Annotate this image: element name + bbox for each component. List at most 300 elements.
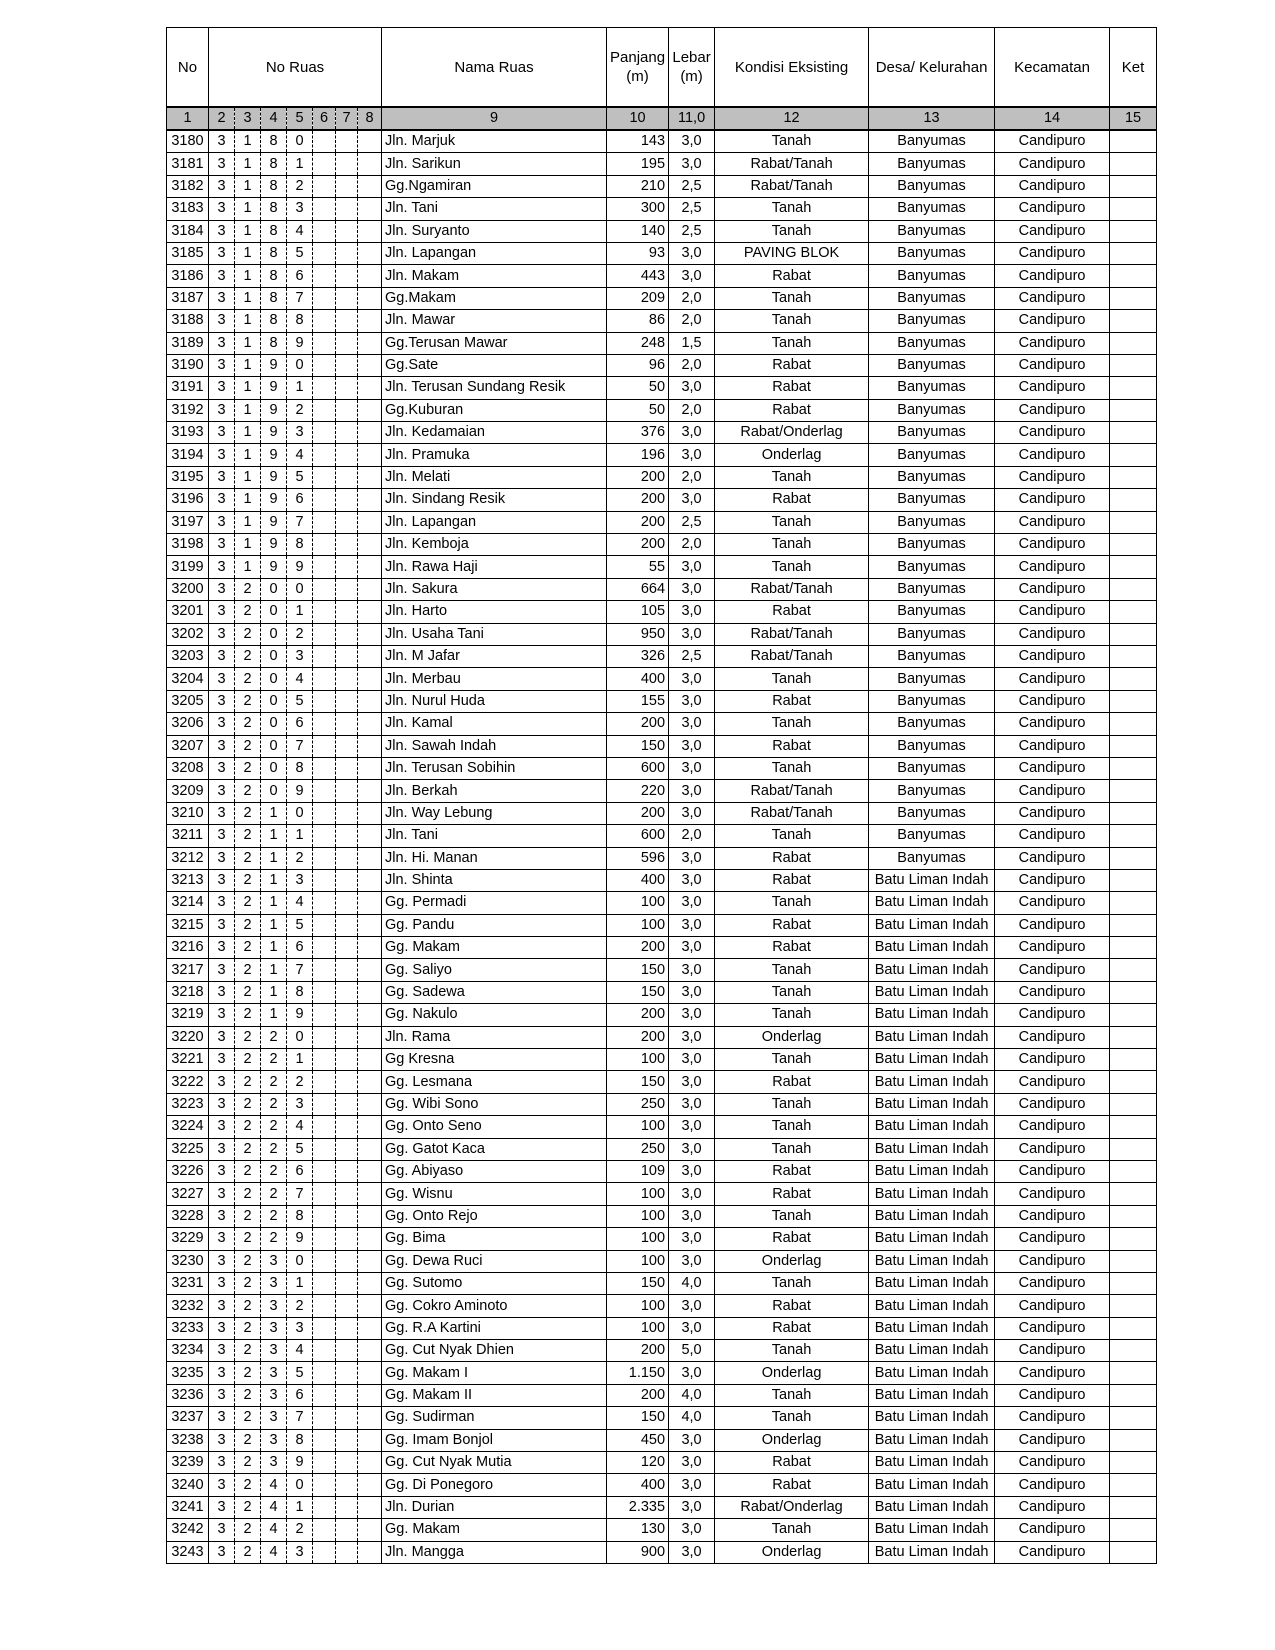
cell-lebar: 3,0 (669, 959, 715, 981)
cell-nama-ruas: Jln. Kamal (382, 713, 607, 735)
cell-lebar: 3,0 (669, 1026, 715, 1048)
cell-ruas-empty (336, 1429, 358, 1451)
cell-ruas-digit: 3 (261, 1362, 287, 1384)
cell-ruas-digit: 2 (235, 869, 261, 891)
cell-kecamatan: Candipuro (995, 198, 1110, 220)
cell-lebar: 3,0 (669, 1160, 715, 1182)
cell-ruas-digit: 1 (261, 959, 287, 981)
cell-ruas-digit: 3 (287, 1093, 313, 1115)
cell-no: 3191 (167, 377, 209, 399)
cell-kondisi: Rabat (715, 869, 869, 891)
cell-kondisi: Rabat (715, 1160, 869, 1182)
column-number: 1 (167, 107, 209, 130)
cell-lebar: 3,0 (669, 1362, 715, 1384)
cell-no: 3208 (167, 757, 209, 779)
cell-lebar: 3,0 (669, 1250, 715, 1272)
cell-ruas-empty (313, 198, 336, 220)
header-ket: Ket (1110, 28, 1157, 108)
cell-ruas-digit: 1 (235, 444, 261, 466)
cell-desa: Banyumas (869, 825, 995, 847)
cell-ruas-digit: 3 (209, 556, 235, 578)
cell-kondisi: Onderlag (715, 1362, 869, 1384)
cell-panjang: 150 (607, 1272, 669, 1294)
cell-ket (1110, 959, 1157, 981)
cell-no: 3222 (167, 1071, 209, 1093)
cell-nama-ruas: Jln. Suryanto (382, 220, 607, 242)
cell-nama-ruas: Jln. Terusan Sobihin (382, 757, 607, 779)
cell-kondisi: Rabat (715, 1071, 869, 1093)
cell-no: 3184 (167, 220, 209, 242)
cell-kecamatan: Candipuro (995, 757, 1110, 779)
cell-ruas-digit: 3 (209, 959, 235, 981)
cell-ket (1110, 265, 1157, 287)
cell-ruas-digit: 9 (261, 422, 287, 444)
cell-nama-ruas: Gg. Permadi (382, 892, 607, 914)
cell-ruas-digit: 9 (261, 399, 287, 421)
cell-ruas-empty (313, 1250, 336, 1272)
cell-kecamatan: Candipuro (995, 354, 1110, 376)
cell-ruas-empty (313, 937, 336, 959)
cell-ruas-empty (336, 1407, 358, 1429)
cell-nama-ruas: Jln. Marjuk (382, 130, 607, 153)
cell-ruas-digit: 3 (209, 1295, 235, 1317)
cell-ruas-digit: 3 (287, 1317, 313, 1339)
header-no: No (167, 28, 209, 108)
cell-kondisi: Tanah (715, 713, 869, 735)
cell-ruas-empty (313, 1093, 336, 1115)
cell-no: 3194 (167, 444, 209, 466)
cell-ruas-digit: 2 (235, 1250, 261, 1272)
cell-ruas-digit: 2 (235, 690, 261, 712)
cell-ruas-digit: 1 (261, 869, 287, 891)
cell-kondisi: Tanah (715, 757, 869, 779)
cell-panjang: 600 (607, 825, 669, 847)
cell-ruas-empty (336, 713, 358, 735)
cell-kecamatan: Candipuro (995, 175, 1110, 197)
table-row (167, 847, 1157, 869)
cell-ruas-digit: 1 (235, 175, 261, 197)
cell-ruas-digit: 1 (235, 511, 261, 533)
cell-ruas-empty (358, 1049, 382, 1071)
cell-nama-ruas: Gg. Imam Bonjol (382, 1429, 607, 1451)
cell-ket (1110, 489, 1157, 511)
cell-kondisi: Rabat (715, 735, 869, 757)
cell-ruas-digit: 3 (209, 310, 235, 332)
cell-no: 3185 (167, 242, 209, 264)
cell-no: 3225 (167, 1138, 209, 1160)
cell-nama-ruas: Gg.Kuburan (382, 399, 607, 421)
cell-ruas-empty (313, 623, 336, 645)
cell-kondisi: Tanah (715, 466, 869, 488)
cell-kecamatan: Candipuro (995, 1004, 1110, 1026)
cell-panjang: 1.150 (607, 1362, 669, 1384)
cell-kondisi: Rabat (715, 914, 869, 936)
table-row (167, 1116, 1157, 1138)
cell-ruas-digit: 1 (261, 914, 287, 936)
cell-desa: Banyumas (869, 466, 995, 488)
cell-ruas-empty (336, 578, 358, 600)
cell-ruas-digit: 3 (209, 1116, 235, 1138)
cell-ruas-empty (358, 690, 382, 712)
cell-nama-ruas: Gg. R.A Kartini (382, 1317, 607, 1339)
cell-nama-ruas: Gg.Terusan Mawar (382, 332, 607, 354)
cell-ket (1110, 623, 1157, 645)
cell-ket (1110, 444, 1157, 466)
cell-ket (1110, 668, 1157, 690)
cell-lebar: 3,0 (669, 690, 715, 712)
cell-lebar: 2,5 (669, 220, 715, 242)
cell-nama-ruas: Jln. Berkah (382, 780, 607, 802)
cell-panjang: 55 (607, 556, 669, 578)
cell-ket (1110, 780, 1157, 802)
cell-ruas-digit: 0 (261, 690, 287, 712)
cell-panjang: 200 (607, 466, 669, 488)
table-row (167, 937, 1157, 959)
cell-ruas-empty (336, 1160, 358, 1182)
cell-ruas-empty (358, 198, 382, 220)
cell-ruas-empty (358, 623, 382, 645)
column-number: 11,0 (669, 107, 715, 130)
cell-ruas-empty (358, 242, 382, 264)
cell-ruas-digit: 4 (287, 444, 313, 466)
cell-ket (1110, 1228, 1157, 1250)
cell-lebar: 1,5 (669, 332, 715, 354)
cell-ruas-digit: 4 (287, 668, 313, 690)
cell-ruas-digit: 0 (287, 354, 313, 376)
cell-ruas-empty (358, 1474, 382, 1496)
cell-ruas-empty (313, 869, 336, 891)
cell-ruas-empty (358, 1093, 382, 1115)
cell-kecamatan: Candipuro (995, 444, 1110, 466)
cell-ruas-empty (336, 757, 358, 779)
table-row (167, 735, 1157, 757)
cell-desa: Banyumas (869, 511, 995, 533)
cell-lebar: 3,0 (669, 914, 715, 936)
cell-ruas-digit: 3 (209, 1272, 235, 1294)
cell-ruas-digit: 1 (235, 556, 261, 578)
column-number: 15 (1110, 107, 1157, 130)
cell-ruas-digit: 2 (235, 1228, 261, 1250)
cell-desa: Batu Liman Indah (869, 1519, 995, 1541)
cell-panjang: 300 (607, 198, 669, 220)
cell-ruas-digit: 3 (209, 1541, 235, 1563)
cell-kondisi: Tanah (715, 198, 869, 220)
cell-ruas-digit: 3 (209, 332, 235, 354)
cell-kecamatan: Candipuro (995, 869, 1110, 891)
cell-panjang: 155 (607, 690, 669, 712)
table-row (167, 690, 1157, 712)
table-row (167, 1541, 1157, 1563)
cell-ruas-digit: 3 (209, 1071, 235, 1093)
cell-kondisi: Tanah (715, 1340, 869, 1362)
cell-ket (1110, 175, 1157, 197)
cell-ruas-digit: 0 (287, 578, 313, 600)
cell-ruas-digit: 2 (235, 959, 261, 981)
cell-no: 3210 (167, 802, 209, 824)
cell-ruas-digit: 3 (209, 1362, 235, 1384)
cell-ruas-empty (313, 1116, 336, 1138)
cell-lebar: 3,0 (669, 780, 715, 802)
cell-ruas-empty (358, 1116, 382, 1138)
cell-nama-ruas: Jln. Sarikun (382, 153, 607, 175)
cell-ruas-digit: 1 (235, 466, 261, 488)
cell-ruas-digit: 1 (287, 153, 313, 175)
cell-ruas-digit: 1 (261, 802, 287, 824)
cell-no: 3188 (167, 310, 209, 332)
cell-ruas-empty (336, 1317, 358, 1339)
cell-lebar: 3,0 (669, 1004, 715, 1026)
cell-ket (1110, 1272, 1157, 1294)
cell-ket (1110, 757, 1157, 779)
cell-desa: Banyumas (869, 310, 995, 332)
cell-kondisi: Onderlag (715, 1026, 869, 1048)
cell-ruas-digit: 3 (209, 668, 235, 690)
cell-ket (1110, 892, 1157, 914)
cell-ket (1110, 802, 1157, 824)
cell-nama-ruas: Gg. Cut Nyak Dhien (382, 1340, 607, 1362)
cell-ruas-digit: 9 (287, 556, 313, 578)
cell-ruas-empty (313, 354, 336, 376)
cell-desa: Batu Liman Indah (869, 1228, 995, 1250)
cell-no: 3212 (167, 847, 209, 869)
cell-kecamatan: Candipuro (995, 422, 1110, 444)
cell-ruas-digit: 2 (235, 1474, 261, 1496)
cell-ket (1110, 399, 1157, 421)
cell-lebar: 3,0 (669, 1205, 715, 1227)
cell-ruas-empty (358, 645, 382, 667)
cell-ruas-empty (358, 1519, 382, 1541)
cell-kecamatan: Candipuro (995, 713, 1110, 735)
cell-ruas-empty (336, 556, 358, 578)
cell-ruas-empty (358, 1183, 382, 1205)
cell-ruas-digit: 0 (261, 623, 287, 645)
cell-lebar: 2,0 (669, 825, 715, 847)
cell-desa: Batu Liman Indah (869, 1362, 995, 1384)
cell-ruas-empty (358, 1250, 382, 1272)
cell-ruas-digit: 3 (261, 1407, 287, 1429)
cell-desa: Batu Liman Indah (869, 1541, 995, 1563)
cell-panjang: 200 (607, 713, 669, 735)
cell-ruas-empty (336, 265, 358, 287)
cell-kondisi: Tanah (715, 1384, 869, 1406)
cell-ruas-digit: 8 (261, 265, 287, 287)
cell-ruas-digit: 2 (235, 1452, 261, 1474)
table-row (167, 332, 1157, 354)
cell-ruas-empty (358, 757, 382, 779)
cell-ruas-empty (336, 1496, 358, 1518)
cell-ruas-empty (358, 1452, 382, 1474)
table-row (167, 377, 1157, 399)
cell-ruas-digit: 3 (209, 892, 235, 914)
cell-ruas-empty (358, 981, 382, 1003)
cell-ruas-digit: 1 (261, 847, 287, 869)
cell-no: 3193 (167, 422, 209, 444)
table-row (167, 1340, 1157, 1362)
cell-ruas-digit: 9 (261, 444, 287, 466)
cell-ruas-digit: 8 (261, 198, 287, 220)
cell-lebar: 2,0 (669, 354, 715, 376)
cell-ruas-digit: 2 (235, 1429, 261, 1451)
cell-desa: Banyumas (869, 668, 995, 690)
cell-ruas-empty (336, 1474, 358, 1496)
cell-lebar: 3,0 (669, 444, 715, 466)
cell-ruas-digit: 3 (209, 1049, 235, 1071)
cell-ruas-digit: 3 (261, 1384, 287, 1406)
cell-kondisi: Rabat (715, 1452, 869, 1474)
cell-ruas-empty (313, 175, 336, 197)
cell-kecamatan: Candipuro (995, 1317, 1110, 1339)
cell-kondisi: Tanah (715, 1004, 869, 1026)
table-row (167, 1049, 1157, 1071)
cell-ruas-empty (313, 690, 336, 712)
cell-ruas-digit: 6 (287, 1384, 313, 1406)
cell-ket (1110, 310, 1157, 332)
cell-lebar: 3,0 (669, 1519, 715, 1541)
cell-ruas-empty (313, 399, 336, 421)
cell-panjang: 150 (607, 735, 669, 757)
cell-nama-ruas: Gg. Wisnu (382, 1183, 607, 1205)
table-row (167, 511, 1157, 533)
cell-desa: Batu Liman Indah (869, 1474, 995, 1496)
cell-no: 3218 (167, 981, 209, 1003)
cell-ruas-digit: 3 (261, 1295, 287, 1317)
cell-desa: Banyumas (869, 735, 995, 757)
cell-desa: Banyumas (869, 578, 995, 600)
cell-desa: Banyumas (869, 354, 995, 376)
cell-panjang: 326 (607, 645, 669, 667)
cell-panjang: 100 (607, 1049, 669, 1071)
cell-kondisi: Tanah (715, 1116, 869, 1138)
cell-ruas-digit: 2 (235, 825, 261, 847)
table-row (167, 1496, 1157, 1518)
cell-kondisi: Rabat/Tanah (715, 623, 869, 645)
cell-ruas-digit: 8 (261, 332, 287, 354)
table-row (167, 892, 1157, 914)
cell-nama-ruas: Jln. Rama (382, 1026, 607, 1048)
cell-kecamatan: Candipuro (995, 690, 1110, 712)
cell-ruas-digit: 3 (209, 757, 235, 779)
table-row (167, 242, 1157, 264)
cell-nama-ruas: Jln. Kemboja (382, 534, 607, 556)
cell-ruas-digit: 2 (235, 1541, 261, 1563)
cell-ruas-digit: 3 (209, 511, 235, 533)
cell-ruas-digit: 2 (235, 578, 261, 600)
cell-panjang: 250 (607, 1138, 669, 1160)
cell-panjang: 93 (607, 242, 669, 264)
table-row (167, 623, 1157, 645)
cell-ket (1110, 1116, 1157, 1138)
cell-ruas-empty (336, 914, 358, 936)
cell-ket (1110, 220, 1157, 242)
table-row (167, 444, 1157, 466)
table-row (167, 825, 1157, 847)
cell-kondisi: Rabat/Tanah (715, 175, 869, 197)
cell-ruas-digit: 9 (261, 489, 287, 511)
cell-desa: Banyumas (869, 444, 995, 466)
cell-lebar: 3,0 (669, 623, 715, 645)
cell-ruas-digit: 3 (287, 422, 313, 444)
cell-lebar: 2,0 (669, 287, 715, 309)
cell-ket (1110, 466, 1157, 488)
cell-no: 3215 (167, 914, 209, 936)
cell-panjang: 200 (607, 1340, 669, 1362)
cell-ruas-digit: 7 (287, 1183, 313, 1205)
cell-panjang: 100 (607, 1116, 669, 1138)
cell-nama-ruas: Gg. Pandu (382, 914, 607, 936)
cell-no: 3181 (167, 153, 209, 175)
cell-ruas-empty (336, 690, 358, 712)
cell-ruas-digit: 2 (235, 1160, 261, 1182)
cell-no: 3196 (167, 489, 209, 511)
cell-ket (1110, 556, 1157, 578)
cell-ruas-digit: 3 (209, 1340, 235, 1362)
cell-ruas-digit: 1 (235, 422, 261, 444)
cell-lebar: 3,0 (669, 735, 715, 757)
table-body (167, 130, 1157, 1564)
cell-ket (1110, 354, 1157, 376)
cell-ruas-digit: 1 (235, 287, 261, 309)
cell-panjang: 209 (607, 287, 669, 309)
cell-lebar: 3,0 (669, 265, 715, 287)
table-row (167, 1071, 1157, 1093)
column-number: 7 (336, 107, 358, 130)
cell-kondisi: Tanah (715, 534, 869, 556)
cell-ruas-digit: 8 (287, 757, 313, 779)
cell-ruas-digit: 8 (287, 1429, 313, 1451)
cell-nama-ruas: Gg. Cut Nyak Mutia (382, 1452, 607, 1474)
cell-ruas-digit: 8 (261, 242, 287, 264)
cell-kecamatan: Candipuro (995, 1205, 1110, 1227)
cell-ruas-digit: 2 (235, 1205, 261, 1227)
cell-ruas-empty (313, 981, 336, 1003)
cell-kecamatan: Candipuro (995, 959, 1110, 981)
cell-ruas-digit: 3 (209, 175, 235, 197)
cell-ruas-digit: 3 (209, 1026, 235, 1048)
cell-ruas-empty (358, 310, 382, 332)
cell-nama-ruas: Gg. Di Ponegoro (382, 1474, 607, 1496)
table-row (167, 1474, 1157, 1496)
table-row (167, 287, 1157, 309)
cell-ruas-empty (336, 1519, 358, 1541)
cell-kondisi: Rabat/Onderlag (715, 422, 869, 444)
cell-ruas-digit: 2 (287, 399, 313, 421)
table-row (167, 1228, 1157, 1250)
cell-lebar: 3,0 (669, 489, 715, 511)
cell-ruas-empty (313, 1228, 336, 1250)
cell-lebar: 4,0 (669, 1407, 715, 1429)
table-row (167, 914, 1157, 936)
cell-no: 3233 (167, 1317, 209, 1339)
cell-lebar: 4,0 (669, 1272, 715, 1294)
cell-panjang: 100 (607, 914, 669, 936)
cell-no: 3199 (167, 556, 209, 578)
cell-desa: Batu Liman Indah (869, 1452, 995, 1474)
cell-nama-ruas: Gg.Sate (382, 354, 607, 376)
cell-nama-ruas: Jln. Usaha Tani (382, 623, 607, 645)
cell-ruas-digit: 8 (287, 1205, 313, 1227)
table-row (167, 1183, 1157, 1205)
table-row (167, 601, 1157, 623)
cell-ruas-digit: 3 (209, 1250, 235, 1272)
cell-desa: Banyumas (869, 556, 995, 578)
cell-no: 3231 (167, 1272, 209, 1294)
cell-ruas-digit: 2 (235, 757, 261, 779)
cell-nama-ruas: Jln. Sindang Resik (382, 489, 607, 511)
table-row (167, 802, 1157, 824)
cell-kecamatan: Candipuro (995, 937, 1110, 959)
header-no-ruas: No Ruas (209, 28, 382, 108)
table-row (167, 1093, 1157, 1115)
